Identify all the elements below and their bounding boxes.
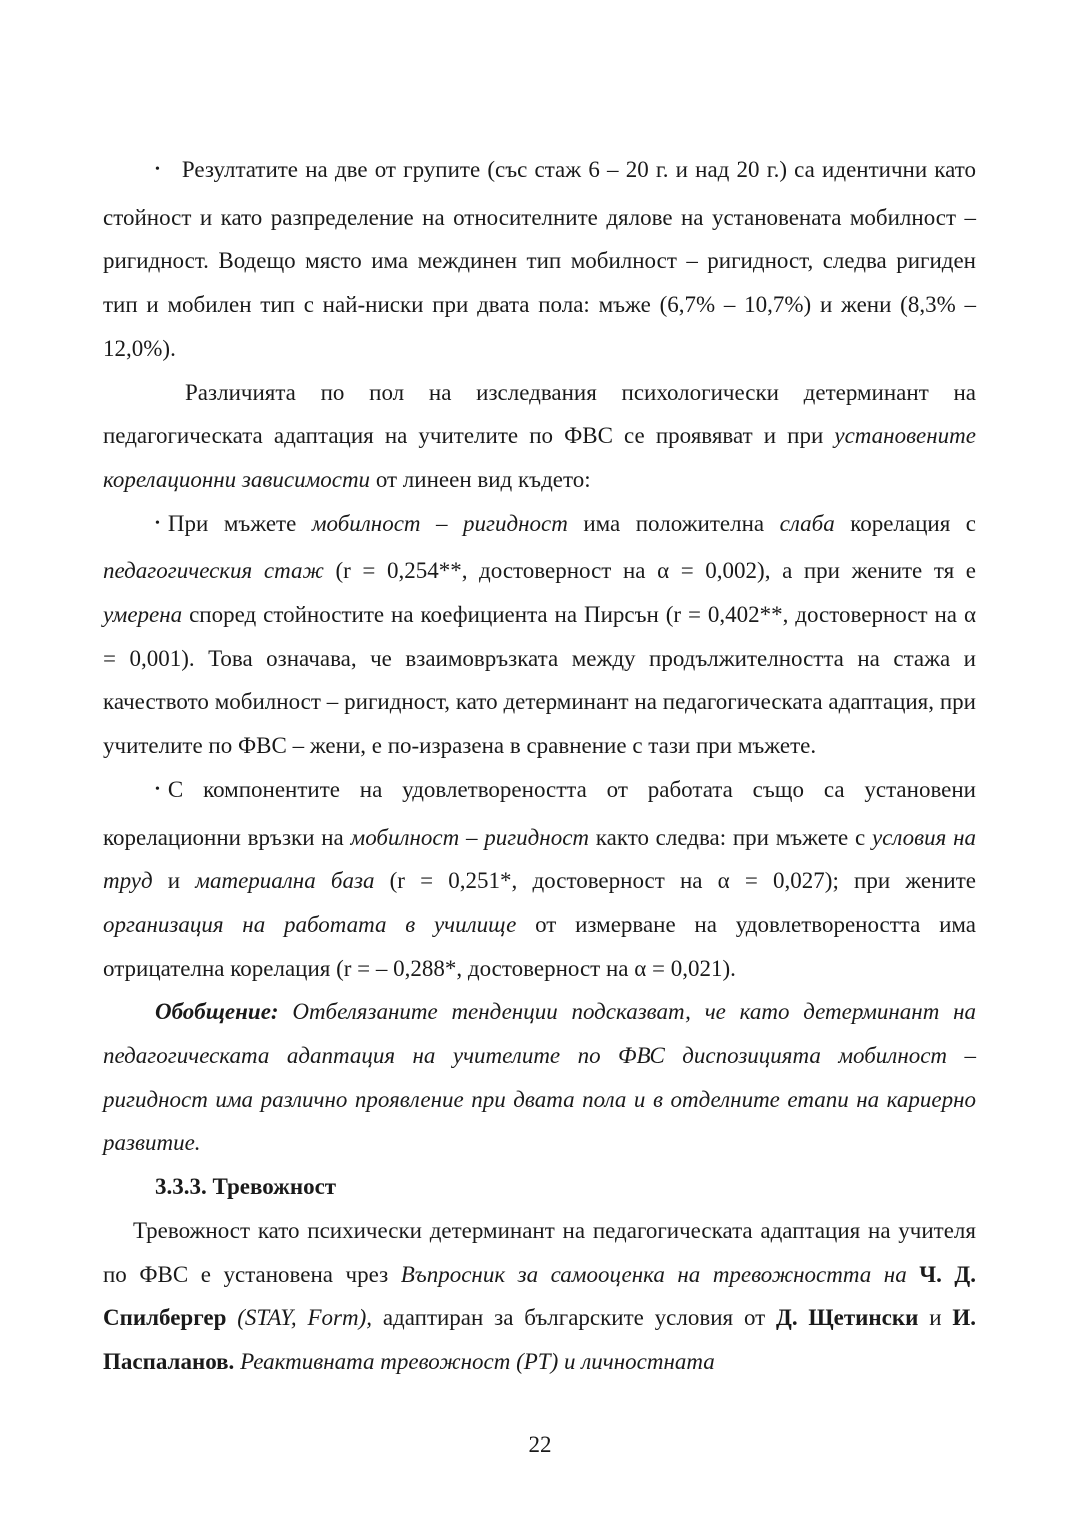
text-run: Различията по пол на изследвания психологически детерминант на педагогическата адаптация на учителите по ФВС се проявяват и при [103, 379, 976, 449]
bullet-paragraph-results [103, 148, 976, 371]
summary-label: Обобщение: [155, 999, 279, 1025]
italic-run: (STAY, Form), [237, 1305, 372, 1331]
text-run: (r = 0,254**, достоверност на α = 0,002), а при жените тя е [323, 558, 977, 584]
paragraph-text: Резултатите на две от групите (със стаж 6 – 20 г. и над 20 г.) са идентични като стойност и като разпределение на относителните дялове на установената мобилност – ригидност. Водещо място има междинен тип мобилност – ригидност, следва ригиден тип и мобилен тип с най-ниски при двата пола: мъже (6,7% – 10,7%) и жени (8,3% – 12,0%). [103, 157, 976, 361]
bullet-paragraph-satisfaction [103, 768, 976, 991]
text-run: При мъжете [167, 510, 312, 536]
italic-run: материална база [195, 868, 375, 894]
text-run: С компонентите на удовлетвореността от работата също са установени корелационни връзки на [103, 776, 976, 850]
text-run [226, 1305, 237, 1330]
text-run: от измерване на удовлетвореността има отрицателна корелация (r = – 0,288*, достоверност на α = 0,021). [103, 911, 976, 981]
text-run [907, 1262, 920, 1287]
text-run: адаптиран за българските условия от [372, 1305, 777, 1331]
bold-run: Ч. Д. Спилбергер [103, 1261, 976, 1331]
text-run: както следва: при мъжете с [589, 824, 872, 850]
bold-run: И. Паспаланов. [103, 1305, 977, 1374]
italic-run: мобилност – ригидност [311, 510, 568, 536]
bullet-paragraph-men-correlation [103, 502, 976, 768]
italic-run: установените корелационни зависимости [103, 423, 976, 492]
document-body [103, 148, 976, 1384]
paragraph-anxiety [103, 1209, 976, 1384]
italic-run: умерена [103, 602, 183, 628]
italic-run: Реактивната тревожност (РТ) и личностната [240, 1348, 715, 1374]
italic-run: организация на работата в училище [103, 911, 517, 937]
summary-paragraph [103, 990, 976, 1165]
text-run: има положителна [567, 510, 780, 536]
italic-run: слаба [779, 510, 835, 536]
bullet-icon: • [155, 162, 160, 177]
text-run: от линеен вид където: [370, 466, 591, 492]
section-heading: 3.3.3. Тревожност [155, 1174, 337, 1200]
italic-run: педагогическия стаж [103, 558, 324, 584]
page-number: 22 [528, 1432, 552, 1457]
text-run: според стойностите на коефициента на Пирсън (r = 0,402**, достоверност на α = 0,001). Това означава, че взаимовръзката между продължителността на стажа и качеството мобилност – ригидност, като детерминант на педагогическата адаптация, при учителите по ФВС – жени, е по-изразена в сравнение с тази при мъжете. [103, 602, 976, 759]
italic-run: Въпросник за самооценка на тревожността на [400, 1261, 907, 1287]
text-run: корелация с [834, 510, 976, 536]
text-run: (r = 0,251*, достоверност на α = 0,027); при жените [374, 868, 977, 894]
text-run: Тревожност като психически детерминант на педагогическата адаптация на учителя по ФВС е установена чрез [103, 1217, 976, 1287]
summary-text: Отбелязаните тенденции подсказват, че като детерминант на педагогическата адаптация на учителите по ФВС диспозицията мобилност – ригидност има различно проявление при двата пола и в отделните етапи на кариерно развитие. [103, 999, 976, 1156]
italic-run: условия на труд [103, 824, 976, 894]
text-run: и [152, 868, 196, 894]
bold-run: Д. Щетински [776, 1305, 919, 1331]
bullet-icon: • [155, 781, 160, 797]
paragraph-gender-differences [103, 371, 976, 502]
text-run: и [918, 1305, 953, 1331]
italic-run: мобилност – ригидност [350, 824, 590, 850]
bullet-icon: • [155, 515, 160, 531]
